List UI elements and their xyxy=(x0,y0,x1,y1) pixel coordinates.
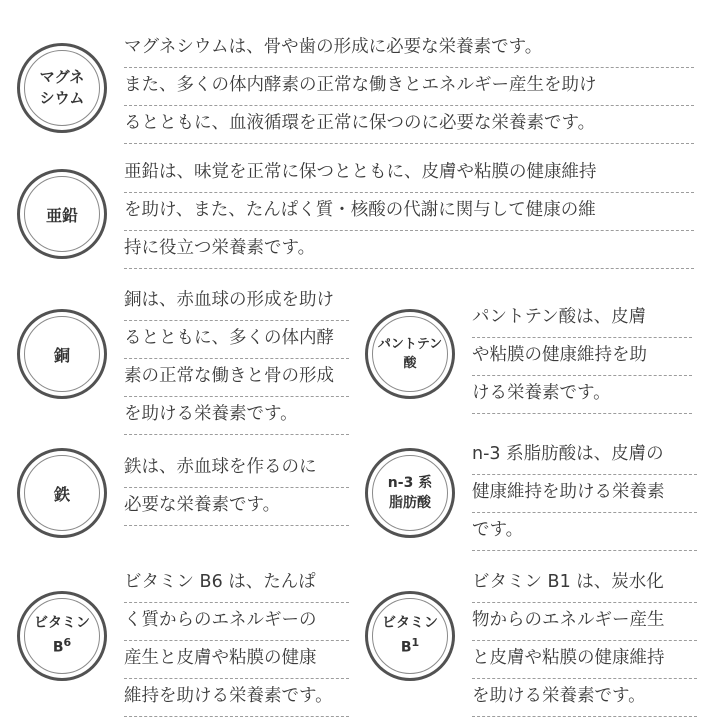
badge-line: $B^1$ xyxy=(400,636,420,656)
nutrient-badge-copper xyxy=(17,309,107,399)
description-line: を助け、また、たんぱく質・核酸の代謝に関与して健康の維 xyxy=(124,193,694,231)
description-zinc xyxy=(124,155,694,269)
badge-line: ビタミン xyxy=(382,615,438,632)
badge-line: $B^6$ xyxy=(52,636,72,656)
badge-line: n-3 系 xyxy=(387,475,433,491)
description-line: 亜鉛は、味覚を正常に保つとともに、皮膚や粘膜の健康維持 xyxy=(124,155,694,193)
description-iron xyxy=(124,450,349,526)
description-vitamin-b1 xyxy=(472,565,697,717)
description-line: 銅は、赤血球の形成を助け xyxy=(124,283,349,321)
description-line: るとともに、血液循環を正常に保つのに必要な栄養素です。 xyxy=(124,106,694,144)
description-magnesium xyxy=(124,30,694,144)
badge-line: ビタミン xyxy=(34,615,90,632)
nutrient-badge-vitamin-b1 xyxy=(365,591,455,681)
description-line: 物からのエネルギー産生 xyxy=(472,603,697,641)
description-vitamin-b6 xyxy=(124,565,349,717)
description-line: 必要な栄養素です。 xyxy=(124,488,349,526)
description-line: 持に役立つ栄養素です。 xyxy=(124,231,694,269)
nutrient-badge-iron xyxy=(17,448,107,538)
badge-line: シウム xyxy=(39,89,85,107)
description-line: 素の正常な働きと骨の形成 xyxy=(124,359,349,397)
description-line: 維持を助ける栄養素です。 xyxy=(124,679,349,717)
badge-line: 銅 xyxy=(53,345,70,365)
description-line: パントテン酸は、皮膚 xyxy=(472,300,692,338)
description-line: るとともに、多くの体内酵 xyxy=(124,321,349,359)
description-line: 鉄は、赤血球を作るのに xyxy=(124,450,349,488)
description-line: ビタミン B1 は、炭水化 xyxy=(472,565,697,603)
description-line: を助ける栄養素です。 xyxy=(124,397,349,435)
description-line: n-3 系脂肪酸は、皮膚の xyxy=(472,437,697,475)
description-line: く質からのエネルギーの xyxy=(124,603,349,641)
badge-line: 脂肪酸 xyxy=(389,495,431,511)
description-line: や粘膜の健康維持を助 xyxy=(472,338,692,376)
description-line: を助ける栄養素です。 xyxy=(472,679,697,717)
nutrient-badge-magnesium xyxy=(17,43,107,133)
badge-line: マグネ xyxy=(39,68,85,86)
nutrient-badge-n3-fatty-acid xyxy=(365,448,455,538)
nutrient-badge-pantothenic-acid xyxy=(365,309,455,399)
description-line: マグネシウムは、骨や歯の形成に必要な栄養素です。 xyxy=(124,30,694,68)
description-line: また、多くの体内酵素の正常な働きとエネルギー産生を助け xyxy=(124,68,694,106)
description-pantothenic-acid xyxy=(472,300,692,414)
badge-line: 鉄 xyxy=(53,484,70,504)
nutrient-badge-zinc xyxy=(17,169,107,259)
nutrient-badge-vitamin-b6 xyxy=(17,591,107,681)
description-line: 産生と皮膚や粘膜の健康 xyxy=(124,641,349,679)
badge-line: 酸 xyxy=(403,356,417,371)
description-n3-fatty-acid xyxy=(472,437,697,551)
badge-line: 亜鉛 xyxy=(45,205,78,225)
description-line: です。 xyxy=(472,513,697,551)
description-line: ビタミン B6 は、たんぱ xyxy=(124,565,349,603)
description-copper xyxy=(124,283,349,435)
description-line: と皮膚や粘膜の健康維持 xyxy=(472,641,697,679)
badge-line: パントテン xyxy=(377,337,443,352)
description-line: 健康維持を助ける栄養素 xyxy=(472,475,697,513)
description-line: ける栄養素です。 xyxy=(472,376,692,414)
